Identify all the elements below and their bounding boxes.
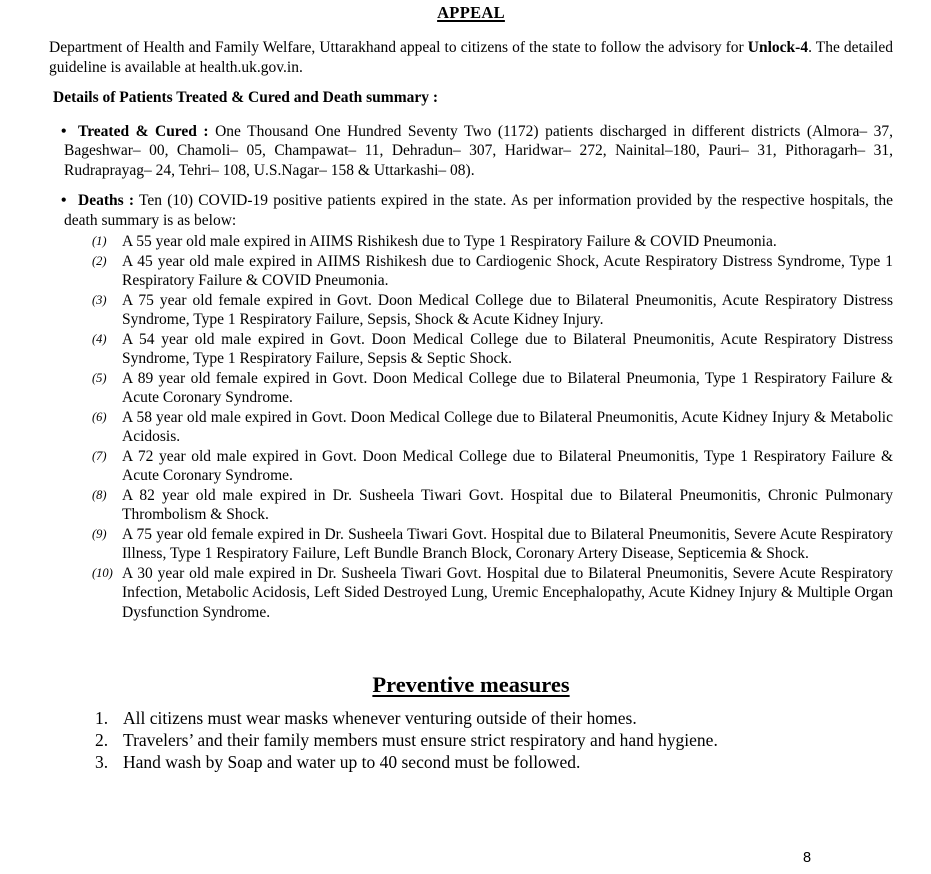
page-title bbox=[49, 3, 893, 22]
page-number: 8 bbox=[803, 850, 812, 866]
preventive-list-item bbox=[49, 751, 893, 773]
death-list-item bbox=[49, 369, 893, 408]
death-item-text: A 54 year old male expired in Govt. Doon Medical College due to Bilateral Pneumonitis, Acute Respiratory Distress Syndrome, Type 1 Respiratory Failure, Sepsis & Septic Shock. bbox=[122, 330, 893, 367]
preventive-measures-list bbox=[49, 707, 893, 773]
death-list-item bbox=[49, 564, 893, 623]
death-item-marker: (1) bbox=[92, 234, 107, 248]
treated-cured-text: One Thousand One Hundred Seventy Two (1172) patients discharged in different districts (Almora– 37, Bageshwar– 00, Chamoli– 05, Champawat– 11, Dehradun– 307, Haridwar– 272, Nainital–180, Pauri– 31, Pithoragarh– 31, Rudraprayag– 24, Tehri– 108, U.S.Nagar– 158 & Uttarkashi– 08). bbox=[64, 122, 893, 179]
death-item-marker: (6) bbox=[92, 409, 107, 424]
intro-text-before: Department of Health and Family Welfare, Uttarakhand appeal to citizens of the state to follow the advisory for bbox=[49, 39, 748, 56]
bullet-icon: • bbox=[61, 192, 67, 209]
death-list-item bbox=[49, 252, 893, 291]
death-item-text: A 72 year old male expired in Govt. Doon Medical College due to Bilateral Pneumonitis, Type 1 Respiratory Failure & Acute Coronary Syndrome. bbox=[122, 447, 893, 484]
death-item-marker: (4) bbox=[92, 331, 107, 346]
intro-paragraph bbox=[49, 38, 893, 77]
death-summary-list bbox=[49, 232, 893, 622]
death-item-text: A 30 year old male expired in Dr. Susheela Tiwari Govt. Hospital due to Bilateral Pneumonitis, Severe Acute Respiratory Infection, Metabolic Acidosis, Left Sided Destroyed Lung, Uremic Encephalopathy, Acute Kidney Injury & Multiple Organ Dysfunction Syndrome. bbox=[122, 564, 893, 621]
death-item-text: A 89 year old female expired in Govt. Doon Medical College due to Bilateral Pneumonia, Type 1 Respiratory Failure & Acute Coronary Syndrome. bbox=[122, 369, 893, 406]
deaths-text: Ten (10) COVID-19 positive patients expired in the state. As per information provided by the respective hospitals, the death summary is as below: bbox=[64, 192, 893, 229]
summary-section-heading: Details of Patients Treated & Cured and Death summary : bbox=[53, 89, 439, 106]
bullet-deaths bbox=[49, 191, 893, 230]
death-item-text: A 58 year old male expired in Govt. Doon Medical College due to Bilateral Pneumonitis, Acute Kidney Injury & Metabolic Acidosis. bbox=[122, 408, 893, 445]
deaths-label: Deaths : bbox=[78, 192, 135, 209]
death-item-marker: (7) bbox=[92, 448, 107, 463]
preventive-item-text: All citizens must wear masks whenever venturing outside of their homes. bbox=[123, 708, 637, 728]
preventive-item-marker: 3. bbox=[95, 752, 109, 772]
death-list-item bbox=[49, 486, 893, 525]
preventive-list-item bbox=[49, 729, 893, 751]
death-item-marker: (10) bbox=[92, 565, 113, 580]
bullet-icon: • bbox=[61, 122, 67, 140]
preventive-measures-heading bbox=[49, 672, 893, 698]
death-list-item bbox=[49, 291, 893, 330]
death-item-marker: (3) bbox=[92, 292, 107, 307]
death-list-item bbox=[49, 330, 893, 369]
death-item-marker: (2) bbox=[92, 253, 107, 268]
treated-cured-label: Treated & Cured : bbox=[78, 122, 209, 140]
death-list-item bbox=[49, 447, 893, 486]
appeal-heading-text: APPEAL bbox=[437, 3, 505, 22]
death-item-text: A 82 year old male expired in Dr. Susheela Tiwari Govt. Hospital due to Bilateral Pneumonitis, Chronic Pulmonary Thrombolism & Shock. bbox=[122, 486, 893, 523]
death-item-text: A 75 year old female expired in Dr. Susheela Tiwari Govt. Hospital due to Bilateral Pneumonitis, Severe Acute Respiratory Illness, Type 1 Respiratory Failure, Left Bundle Branch Block, Coronary Artery Disease, Septicemia & Shock. bbox=[122, 525, 893, 562]
death-list-item bbox=[49, 525, 893, 564]
preventive-item-marker: 2. bbox=[95, 730, 109, 750]
death-list-item bbox=[49, 408, 893, 447]
preventive-list-item bbox=[49, 707, 893, 729]
intro-text-after: . The detailed guideline is available at health.uk.gov.in. bbox=[49, 39, 893, 76]
death-item-text: A 55 year old male expired in AIIMS Rishikesh due to Type 1 Respiratory Failure & COVID Pneumonia. bbox=[122, 233, 777, 250]
preventive-item-marker: 1. bbox=[95, 708, 109, 728]
death-item-marker: (9) bbox=[92, 526, 107, 541]
preventive-item-text: Travelers’ and their family members must ensure strict respiratory and hand hygiene. bbox=[123, 730, 718, 750]
death-item-marker: (8) bbox=[92, 487, 107, 502]
intro-bold-unlock4: Unlock-4 bbox=[747, 39, 809, 56]
preventive-heading-text: Preventive measures bbox=[372, 672, 570, 697]
death-item-text: A 45 year old male expired in AIIMS Rishikesh due to Cardiogenic Shock, Acute Respiratory Distress Syndrome, Type 1 Respiratory Failure & COVID Pneumonia. bbox=[122, 252, 893, 289]
bullet-treated-cured bbox=[49, 122, 893, 181]
death-list-item bbox=[49, 232, 893, 252]
death-item-text: A 75 year old female expired in Govt. Doon Medical College due to Bilateral Pneumonitis, Acute Respiratory Distress Syndrome, Type 1 Respiratory Failure, Sepsis, Shock & Acute Kidney Injury. bbox=[122, 291, 893, 328]
preventive-item-text: Hand wash by Soap and water up to 40 second must be followed. bbox=[123, 752, 581, 772]
death-item-marker: (5) bbox=[92, 370, 107, 385]
